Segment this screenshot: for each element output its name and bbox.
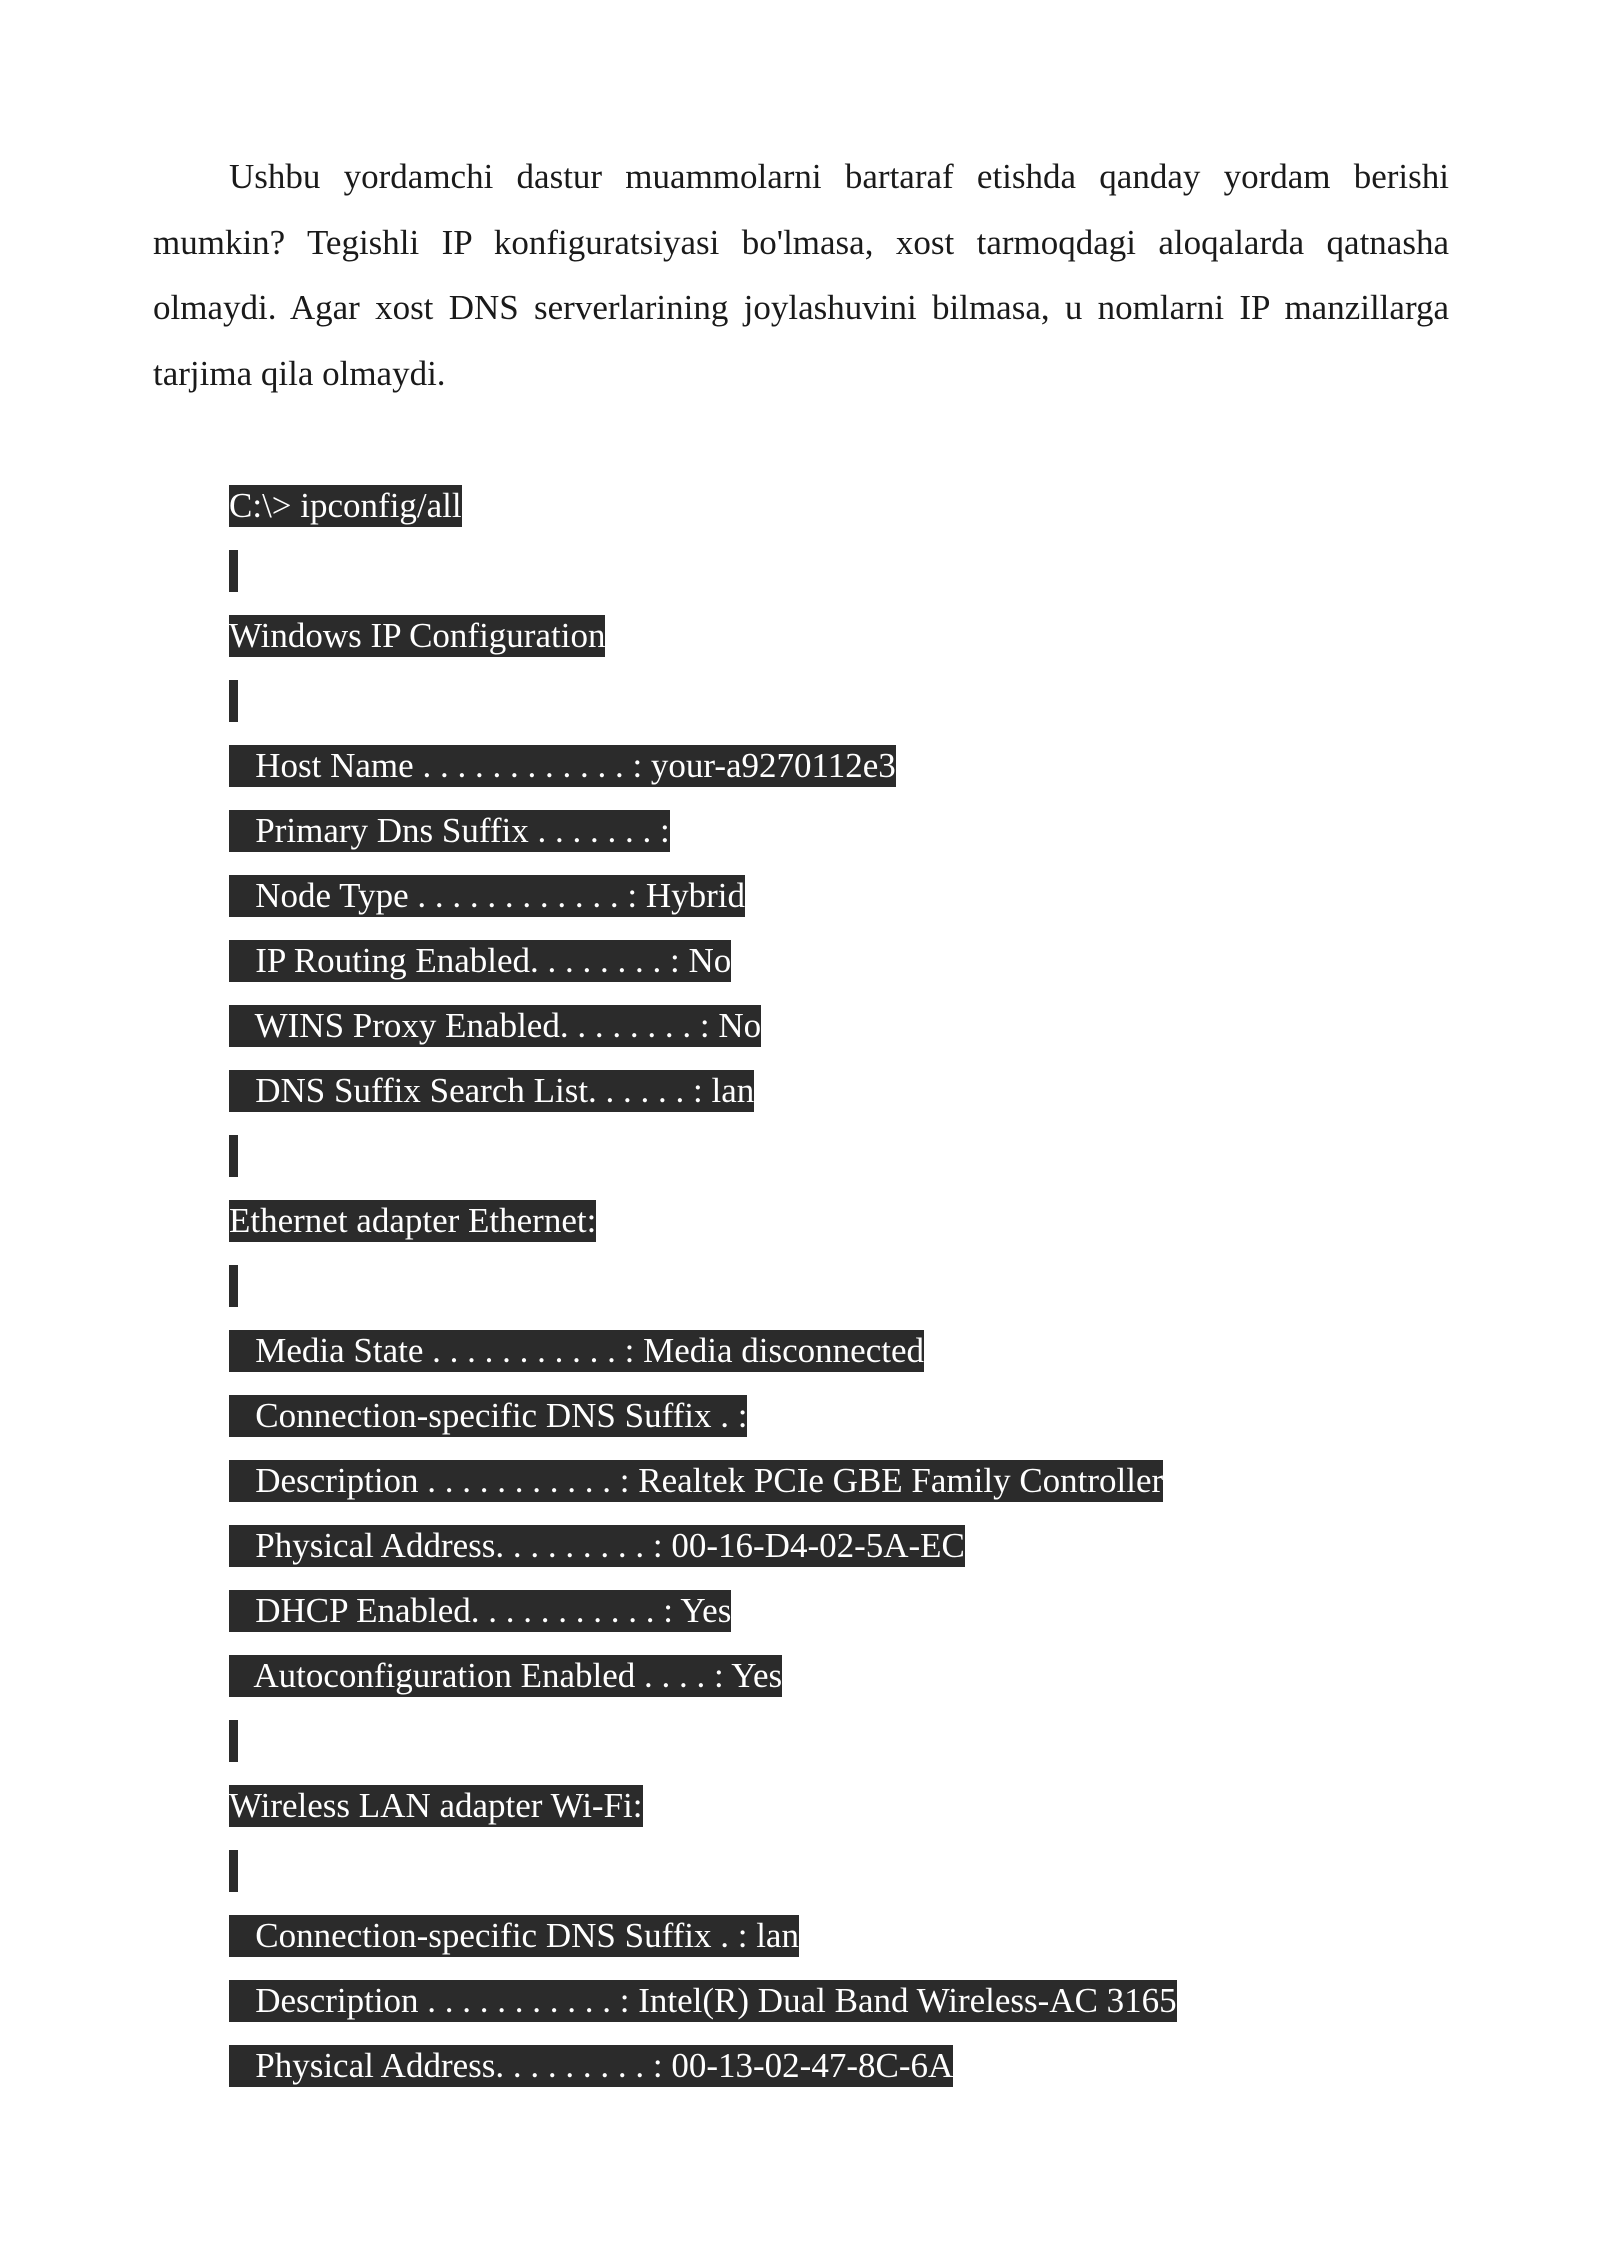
console-line [229,470,1529,535]
console-line-text: Connection-specific DNS Suffix . : [229,1395,748,1435]
blank-line-highlight [229,680,238,722]
console-line-text: Ethernet adapter Ethernet: [229,1200,597,1240]
console-line-text: Connection-specific DNS Suffix . : lan [229,1915,799,1955]
console-line-text: Wireless LAN adapter Wi-Fi: [229,1785,643,1825]
console-line [229,990,1529,1055]
console-line [229,1510,1529,1575]
console-line [229,1965,1529,2030]
console-line [229,1575,1529,1640]
console-line [229,1900,1529,1965]
console-blank-line [229,1250,1529,1315]
blank-line-highlight [229,550,238,592]
console-line-text: Description . . . . . . . . . . . : Intel(R) Dual Band Wireless-AC 3165 [229,1980,1177,2020]
console-line-text: Description . . . . . . . . . . . : Realtek PCIe GBE Family Controller [229,1460,1164,1500]
console-line [229,1055,1529,1120]
intro-paragraph: Ushbu yordamchi dastur muammolarni bartaraf etishda qanday yordam berishi mumkin? Tegishli IP konfiguratsiyasi bo'lmasa, xost tarmoqdagi aloqalarda qatnasha olmaydi. Agar xost DNS serverlarining joylashuvini bilmasa, u nomlarni IP manzillarga tarjima qila olmaydi. [153,157,1449,393]
console-line-text: C:\> ipconfig/all [229,485,462,525]
console-line [229,860,1529,925]
console-line [229,1445,1529,1510]
console-line-text: IP Routing Enabled. . . . . . . . : No [229,940,732,980]
console-blank-line [229,1120,1529,1185]
blank-line-highlight [229,1850,238,1892]
console-line-text: WINS Proxy Enabled. . . . . . . . : No [229,1005,762,1045]
console-line-text: Physical Address. . . . . . . . . : 00-13-02-47-8C-6A [229,2045,954,2085]
console-blank-line [229,1835,1529,1900]
console-blank-line [229,665,1529,730]
console-line-text: DNS Suffix Search List. . . . . . : lan [229,1070,755,1110]
console-line [229,1380,1529,1445]
console-line-text: Windows IP Configuration [229,615,606,655]
console-line-text: Autoconfiguration Enabled . . . . : Yes [229,1655,783,1695]
console-line-text: Node Type . . . . . . . . . . . . : Hybrid [229,875,746,915]
console-line [229,925,1529,990]
console-line [229,1770,1529,1835]
console-line [229,2030,1529,2095]
console-line [229,730,1529,795]
blank-line-highlight [229,1265,238,1307]
console-line-text: Media State . . . . . . . . . . . : Media disconnected [229,1330,924,1370]
console-line [229,1640,1529,1705]
console-blank-line [229,1705,1529,1770]
console-line [229,795,1529,860]
console-line [229,1185,1529,1250]
console-line-text: Physical Address. . . . . . . . . : 00-16-D4-02-5A-EC [229,1525,965,1565]
console-line-text: DHCP Enabled. . . . . . . . . . . : Yes [229,1590,732,1630]
console-line-text: Primary Dns Suffix . . . . . . . : [229,810,670,850]
console-line [229,600,1529,665]
blank-line-highlight [229,1135,238,1177]
console-line [229,1315,1529,1380]
console-blank-line [229,535,1529,600]
console-line-text: Host Name . . . . . . . . . . . . : your-a9270112e3 [229,745,896,785]
blank-line-highlight [229,1720,238,1762]
ipconfig-output-block [229,470,1529,2095]
